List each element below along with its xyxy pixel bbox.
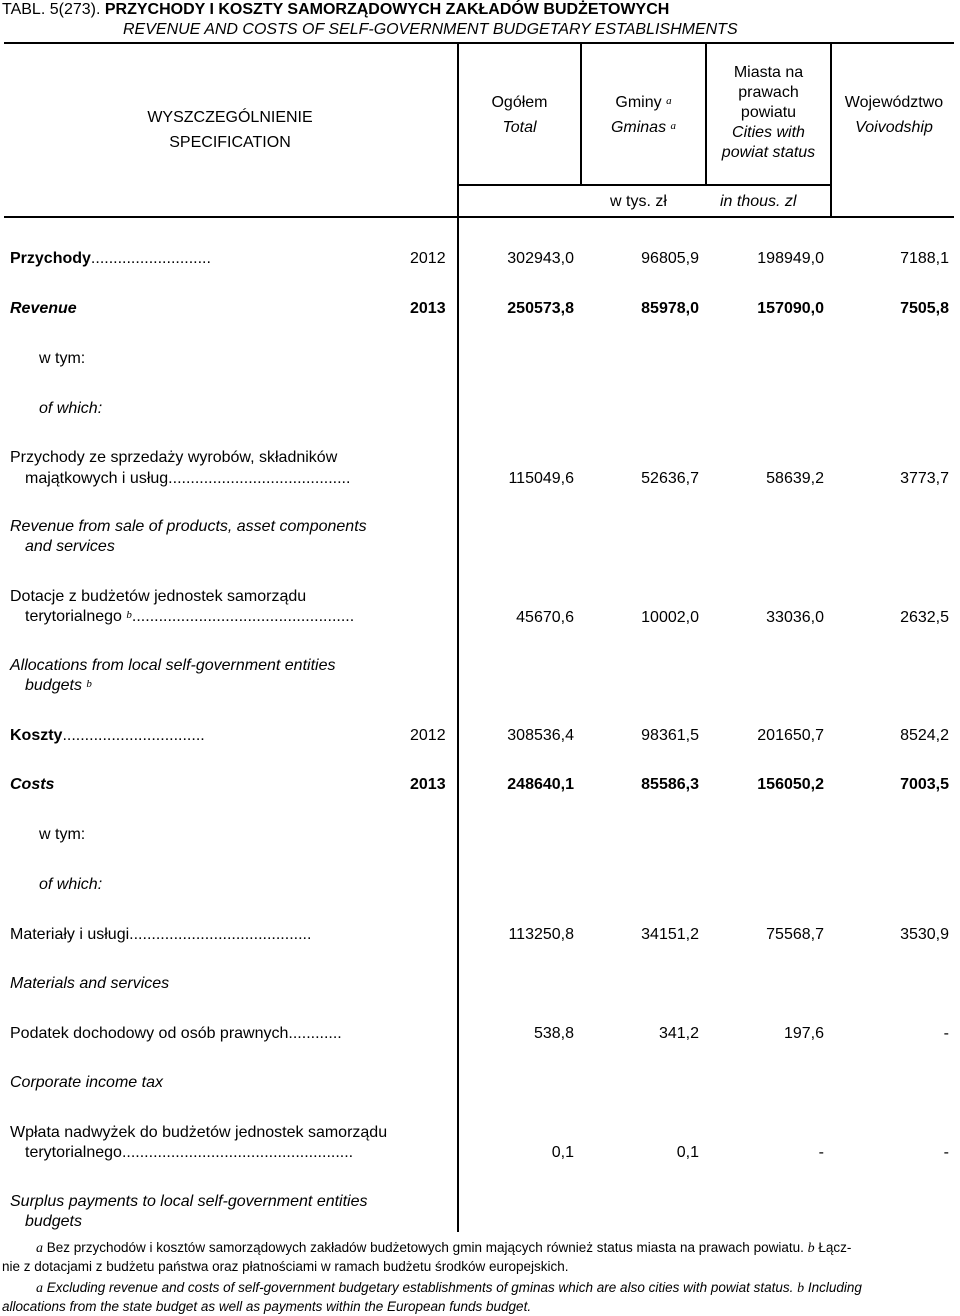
cit-voivodship: -: [943, 1025, 949, 1042]
surplus-label-en2: budgets: [25, 1213, 82, 1230]
revenue-label-pl: Przychody: [10, 250, 91, 267]
sales-label-en2: and services: [25, 538, 115, 555]
header-spec-en: SPECIFICATION: [169, 134, 291, 151]
alloc-label-en1: Allocations from local self-government entities: [10, 657, 336, 674]
cit-total: 538,8: [533, 1025, 574, 1042]
row-costs-label: Koszty................................: [10, 727, 205, 744]
revenue-label-en: Revenue: [10, 300, 77, 317]
header-voivodship: [832, 93, 956, 138]
revenue-2013-cities: 157090,0: [757, 300, 824, 317]
header-gminy-pl: Gminy: [615, 94, 662, 111]
surplus-label-pl2: terytorialnego....................................................: [25, 1144, 354, 1161]
header-spec-pl: WYSZCZEGÓLNIENIE: [147, 109, 313, 126]
surplus-cities: -: [818, 1144, 824, 1161]
header-cities: [707, 63, 830, 163]
of-which-en-2: of which:: [39, 876, 103, 893]
costs-label-en: Costs: [10, 776, 55, 793]
footnote-marker-b: b: [126, 609, 132, 621]
unit-en: in thous. zl: [720, 193, 797, 210]
table-number: TABL. 5(273).: [2, 1, 101, 18]
revenue-2013-gminy: 85978,0: [641, 300, 699, 317]
costs-2013-gminy: 85586,3: [641, 776, 699, 793]
header-cities-en2: powiat status: [721, 144, 816, 161]
table-title: [2, 1, 669, 19]
sales-total: 115049,6: [508, 470, 574, 487]
header-total: [459, 93, 580, 138]
sales-label-en1: Revenue from sale of products, asset components: [10, 518, 367, 535]
revenue-2012-gminy: 96805,9: [641, 250, 699, 267]
footnote-en: a Excluding revenue and costs of self-government budgetary establishments of gminas which are also cities with powiat status. b Including allocations from the state budget as well as payments within the European funds budget.: [2, 1280, 862, 1314]
costs-2013-cities: 156050,2: [757, 776, 824, 793]
header-voiv-en: Voivodship: [855, 119, 933, 136]
materials-label-pl: Materiały i usługi.........................................: [10, 926, 312, 943]
materials-gminy: 34151,2: [641, 926, 699, 943]
materials-label-en: Materials and services: [10, 975, 170, 992]
surplus-total: 0,1: [551, 1144, 574, 1161]
surplus-label-pl1: Wpłata nadwyżek do budżetów jednostek samorządu: [10, 1124, 388, 1141]
surplus-voivodship: -: [943, 1144, 949, 1161]
sales-label-pl2: majątkowych i usług.........................................: [25, 470, 351, 487]
costs-2012-total: 308536,4: [507, 727, 574, 744]
unit-rule: [457, 184, 831, 186]
sales-gminy: 52636,7: [641, 470, 699, 487]
revenue-2012-voivodship: 7188,1: [900, 250, 949, 267]
costs-label-pl: Koszty: [10, 727, 63, 744]
header-total-en: Total: [502, 119, 537, 136]
costs-2013-total: 248640,1: [507, 776, 574, 793]
header-specification: [110, 108, 350, 153]
cit-label-en: Corporate income tax: [10, 1074, 163, 1091]
revenue-2013-total: 250573,8: [507, 300, 574, 317]
materials-total: 113250,8: [508, 926, 574, 943]
costs-2012-cities: 201650,7: [757, 727, 824, 744]
revenue-2012-total: 302943,0: [507, 250, 574, 267]
costs-year-2013: 2013: [410, 776, 446, 793]
header-cities-pl2: prawach: [738, 84, 799, 101]
cit-cities: 197,6: [783, 1025, 824, 1042]
cit-gminy: 341,2: [658, 1025, 699, 1042]
header-total-pl: Ogółem: [491, 94, 548, 111]
header-bottom-rule: [4, 216, 954, 218]
revenue-dots: ...........................: [90, 250, 211, 267]
alloc-label-en2: budgets $^b$: [25, 677, 92, 694]
header-top-rule: [4, 42, 954, 44]
footnote-marker-b: b: [86, 678, 92, 690]
sales-label-pl1: Przychody ze sprzedaży wyrobów, składników: [10, 449, 338, 466]
of-which-en-1: of which:: [39, 400, 103, 417]
footnote-pl: a Bez przychodów i kosztów samorządowych zakładów budżetowych gmin mających również status miasta na prawach powiatu. b Łącz- nie z dotacjami z budżetu państwa oraz płatnościami w ramach budżetu środków europejskich.: [2, 1240, 852, 1274]
alloc-total: 45670,6: [516, 609, 574, 626]
row-revenue-label: [10, 249, 211, 269]
unit-pl: w tys. zł: [610, 193, 667, 210]
costs-year-2012: 2012: [410, 727, 446, 744]
revenue-2012-cities: 198949,0: [757, 250, 824, 267]
of-which-pl-1: w tym:: [39, 350, 86, 367]
surplus-gminy: 0,1: [676, 1144, 699, 1161]
alloc-voivodship: 2632,5: [900, 609, 949, 626]
header-cities-pl1: Miasta na: [733, 64, 804, 81]
sales-voivodship: 3773,7: [900, 470, 949, 487]
revenue-year-2013: 2013: [410, 300, 446, 317]
header-gminy: [582, 93, 705, 138]
table-title-en: REVENUE AND COSTS OF SELF-GOVERNMENT BUDGETARY ESTABLISHMENTS: [123, 21, 738, 38]
costs-2013-voivodship: 7003,5: [900, 776, 949, 793]
alloc-label-pl1: Dotacje z budżetów jednostek samorządu: [10, 588, 307, 605]
revenue-2013-voivodship: 7505,8: [900, 300, 949, 317]
table-title-pl: PRZYCHODY I KOSZTY SAMORZĄDOWYCH ZAKŁADÓW BUDŻETOWYCH: [104, 1, 670, 18]
footnote-marker-a: a: [666, 95, 672, 107]
alloc-label-pl2: terytorialnego $^b$..................................................: [25, 608, 355, 625]
footnote-marker-a: a: [670, 120, 677, 132]
surplus-label-en1: Surplus payments to local self-government entities: [10, 1193, 368, 1210]
header-cities-pl3: powiatu: [740, 104, 797, 121]
sales-cities: 58639,2: [766, 470, 824, 487]
costs-2012-gminy: 98361,5: [641, 727, 699, 744]
cit-label-pl: Podatek dochodowy od osób prawnych............: [10, 1025, 342, 1042]
header-gminy-en: Gminas: [610, 119, 667, 136]
alloc-cities: 33036,0: [766, 609, 824, 626]
materials-voivodship: 3530,9: [900, 926, 949, 943]
costs-2012-voivodship: 8524,2: [900, 727, 949, 744]
alloc-gminy: 10002,0: [641, 609, 699, 626]
header-voiv-pl: Województwo: [844, 94, 944, 111]
of-which-pl-2: w tym:: [39, 826, 86, 843]
materials-cities: 75568,7: [766, 926, 824, 943]
revenue-year-2012: 2012: [410, 250, 446, 267]
header-cities-en1: Cities with: [732, 124, 805, 141]
col-divider-1: [457, 42, 459, 1232]
